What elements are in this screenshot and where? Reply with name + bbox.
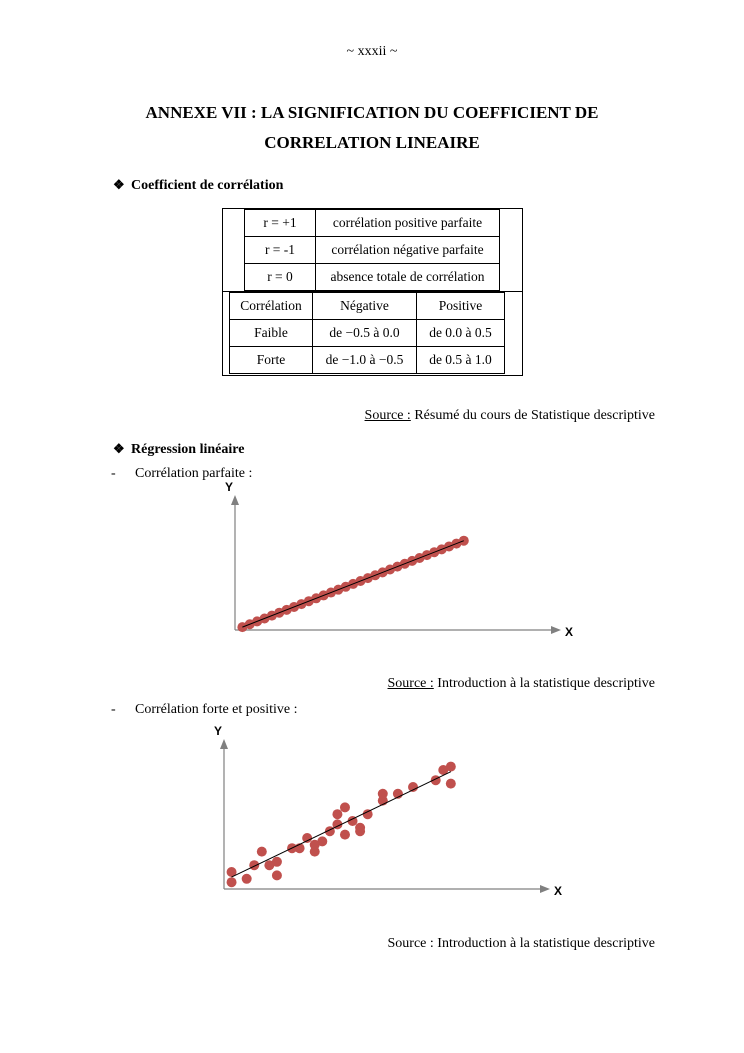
x-axis-arrow-icon	[551, 626, 561, 634]
data-point	[446, 762, 456, 772]
data-point	[317, 836, 327, 846]
data-point	[363, 809, 373, 819]
y-axis-arrow-icon	[220, 739, 228, 749]
x-axis-arrow-icon	[540, 885, 550, 893]
section-heading-regression	[113, 441, 244, 458]
table-cell: de 0.0 à 0.5	[417, 320, 505, 347]
table-row	[230, 320, 505, 347]
data-point	[446, 779, 456, 789]
table-cell: Forte	[230, 347, 313, 374]
coefficient-table	[244, 209, 500, 291]
perfect-correlation-chart	[215, 480, 574, 642]
page-number: ~ xxxii ~	[346, 44, 398, 59]
data-point	[242, 874, 252, 884]
annex-title-line1: ANNEXE VII : LA SIGNIFICATION DU COEFFICIENT DE	[145, 103, 599, 122]
source-label: Source :	[364, 408, 411, 423]
dash-bullet: -	[111, 702, 116, 717]
table-cell: r = +1	[245, 210, 316, 237]
data-point	[340, 802, 350, 812]
table-cell: Faible	[230, 320, 313, 347]
source-note-1	[365, 408, 655, 424]
y-axis-label: Y	[214, 724, 223, 738]
x-axis-label: X	[565, 625, 574, 639]
strength-table	[229, 292, 505, 374]
table-header-cell: Négative	[313, 293, 417, 320]
section-heading-text: Coefficient de corrélation	[131, 178, 284, 193]
annex-title-line2: CORRELATION LINEAIRE	[264, 133, 480, 152]
table-header-cell: Corrélation	[230, 293, 313, 320]
data-point	[257, 847, 267, 857]
list-item-text: Corrélation forte et positive :	[135, 702, 298, 717]
section-heading-text: Régression linéaire	[131, 442, 245, 457]
trend-line	[242, 541, 463, 627]
data-point	[332, 809, 342, 819]
table-row	[245, 210, 500, 237]
source-note-3: Source : Introduction à la statistique descriptive	[387, 936, 655, 951]
y-axis-arrow-icon	[231, 495, 239, 505]
table-cell: r = -1	[245, 237, 316, 264]
table-cell: corrélation positive parfaite	[316, 210, 500, 237]
table-header-cell: Positive	[417, 293, 505, 320]
data-point	[302, 833, 312, 843]
section-heading-coefficient	[113, 177, 283, 194]
table-cell: de 0.5 à 1.0	[417, 347, 505, 374]
diamond-bullet-icon: ❖	[113, 177, 125, 192]
table-cell: de −0.5 à 0.0	[313, 320, 417, 347]
data-point	[272, 857, 282, 867]
dash-bullet: -	[111, 466, 116, 481]
y-axis-label: Y	[225, 480, 234, 494]
table-cell: absence totale de corrélation	[316, 264, 500, 291]
data-point	[378, 789, 388, 799]
table-cell: r = 0	[245, 264, 316, 291]
diamond-bullet-icon: ❖	[113, 441, 125, 456]
data-point	[227, 877, 237, 887]
list-item-text: Corrélation parfaite :	[135, 466, 253, 481]
strong-positive-correlation-chart	[200, 724, 563, 906]
source-text: Introduction à la statistique descriptive	[433, 676, 655, 691]
table-row	[230, 347, 505, 374]
table-cell: de −1.0 à −0.5	[313, 347, 417, 374]
table-row	[245, 264, 500, 291]
source-note-2	[388, 676, 655, 692]
trend-line	[232, 772, 451, 877]
correlation-tables-box	[222, 208, 523, 376]
x-axis-label: X	[554, 884, 563, 898]
data-point	[340, 830, 350, 840]
source-label: Source :	[387, 676, 434, 691]
table-row	[230, 293, 505, 320]
source-text: Résumé du cours de Statistique descriptive	[410, 408, 655, 423]
data-point	[408, 782, 418, 792]
data-point	[249, 860, 259, 870]
data-point	[272, 870, 282, 880]
list-item-strong	[111, 702, 298, 718]
table-row	[245, 237, 500, 264]
data-point	[355, 823, 365, 833]
table-cell: corrélation négative parfaite	[316, 237, 500, 264]
